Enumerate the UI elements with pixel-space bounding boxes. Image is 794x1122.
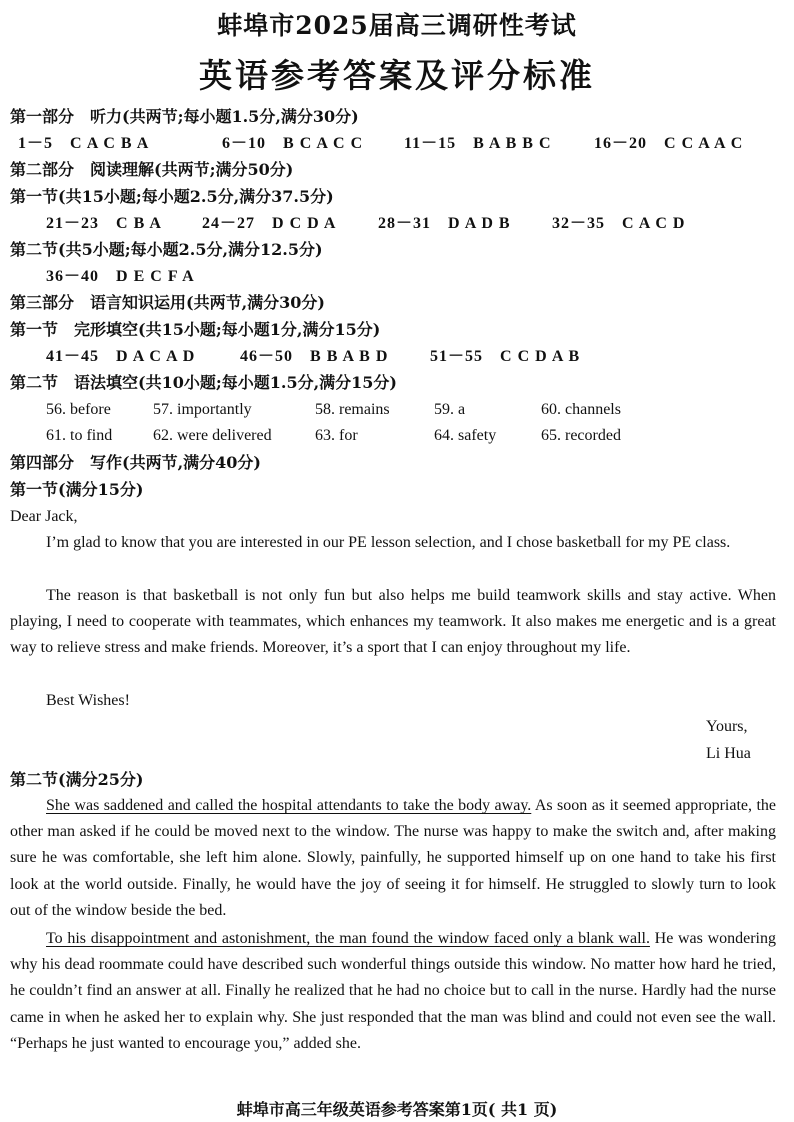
- grammar-answer: 60. channels: [541, 401, 621, 418]
- letter-paragraph-2: The reason is that basketball is not only fun but also helps me build teamwork skills and stay active. When playing, I need to cooperate with teammates, which enhances my teamwork. It also makes me energetic and is a great way to relieve stress and make friends. Moreover, it’s a sport that I can enjoy throughout my life.: [10, 587, 776, 657]
- letter-closing: Best Wishes!: [46, 692, 130, 709]
- grammar-answer: 58. remains: [315, 401, 390, 418]
- answer-group: 51－55 C C D A B: [430, 348, 581, 365]
- answer-group: 32－35 C A C D: [552, 215, 686, 232]
- letter-signoff: Yours,: [706, 718, 748, 735]
- answer-group: 16－20 C C A A C: [594, 135, 744, 152]
- grammar-answer: 65. recorded: [541, 427, 621, 444]
- answer-group: 24－27 D C D A: [202, 215, 337, 232]
- continuation-paragraph-1: She was saddened and called the hospital attendants to take the body away. As soon as it seemed appropriate, the other man asked if he could be moved next to the window. The nurse was happy to make the switch and, after making sure he was comfortable, she left him alone. Slowly, painfully, he supported himself up on one hand to take his first look at the world outside. Finally, he would have the joy of seeing it for himself. He struggled to slowly turn to look out of the window beside the bed.: [10, 797, 776, 919]
- answer-group: 46－50 B B A B D: [240, 348, 389, 365]
- answer-group: 41－45 D A C A D: [46, 348, 196, 365]
- grammar-answer: 62. were delivered: [153, 427, 272, 444]
- continuation-paragraph-2: To his disappointment and astonishment, the man found the window faced only a blank wall. He was wondering why his dead roommate could have described such wonderful things outside this window. No matter how hard he tried, he couldn’t find an answer at all. Finally he realized that he had no choice but to call in the nurse. Hardly had the nurse came in when he asked her to explain why. She just responded that the man was blind and could not even see the wall. “Perhaps he just wanted to encourage you,” added she.: [10, 930, 777, 1052]
- part4-heading: 第四部分 写作(共两节,满分40分): [10, 453, 261, 472]
- answer-group: 1－5 C A C B A: [18, 135, 150, 152]
- answer-group: 36－40 D E C F A: [46, 268, 195, 285]
- answer-group: 21－23 C B A: [46, 215, 162, 232]
- grammar-answer: 63. for: [315, 427, 358, 444]
- letter-greeting: Dear Jack,: [10, 508, 78, 525]
- part2-section2-heading: 第二节(共5小题;每小题2.5分,满分12.5分): [10, 240, 323, 259]
- grammar-answer: 64. safety: [434, 427, 497, 444]
- letter-signature-name: Li Hua: [706, 745, 751, 762]
- answer-group: 28－31 D A D B: [378, 215, 511, 232]
- part3-section2-heading: 第二节 语法填空(共10小题;每小题1.5分,满分15分): [10, 373, 397, 392]
- letter-paragraph-1: I’m glad to know that you are interested in our PE lesson selection, and I chose basketball for my PE class.: [46, 534, 731, 551]
- answer-key-title: 英语参考答案及评分标准: [199, 56, 595, 95]
- page-footer: 蚌埠市高三年级英语参考答案第1页( 共1 页): [236, 1100, 558, 1119]
- exam-title: 蚌埠市2025届高三调研性考试: [217, 11, 577, 40]
- part3-heading: 第三部分 语言知识运用(共两节,满分30分): [10, 293, 325, 312]
- part4-section2-heading: 第二节(满分25分): [10, 770, 144, 789]
- grammar-answer: 59. a: [434, 401, 466, 418]
- part2-section1-heading: 第一节(共15小题;每小题2.5分,满分37.5分): [10, 187, 334, 206]
- underlined-opening-sentence: To his disappointment and astonishment, the man found the window faced only a blank wall.: [46, 930, 650, 947]
- answer-group: 6－10 B C A C C: [222, 135, 364, 152]
- part1-heading: 第一部分 听力(共两节;每小题1.5分,满分30分): [10, 107, 359, 126]
- answer-group: 11－15 B A B B C: [404, 135, 552, 152]
- part3-section1-heading: 第一节 完形填空(共15小题;每小题1分,满分15分): [10, 320, 381, 339]
- underlined-opening-sentence: She was saddened and called the hospital attendants to take the body away.: [46, 797, 532, 814]
- grammar-answer: 61. to find: [46, 427, 113, 444]
- grammar-answer: 56. before: [46, 401, 111, 418]
- part2-heading: 第二部分 阅读理解(共两节;满分50分): [10, 160, 294, 179]
- part4-section1-heading: 第一节(满分15分): [10, 480, 144, 499]
- grammar-answer: 57. importantly: [153, 401, 252, 418]
